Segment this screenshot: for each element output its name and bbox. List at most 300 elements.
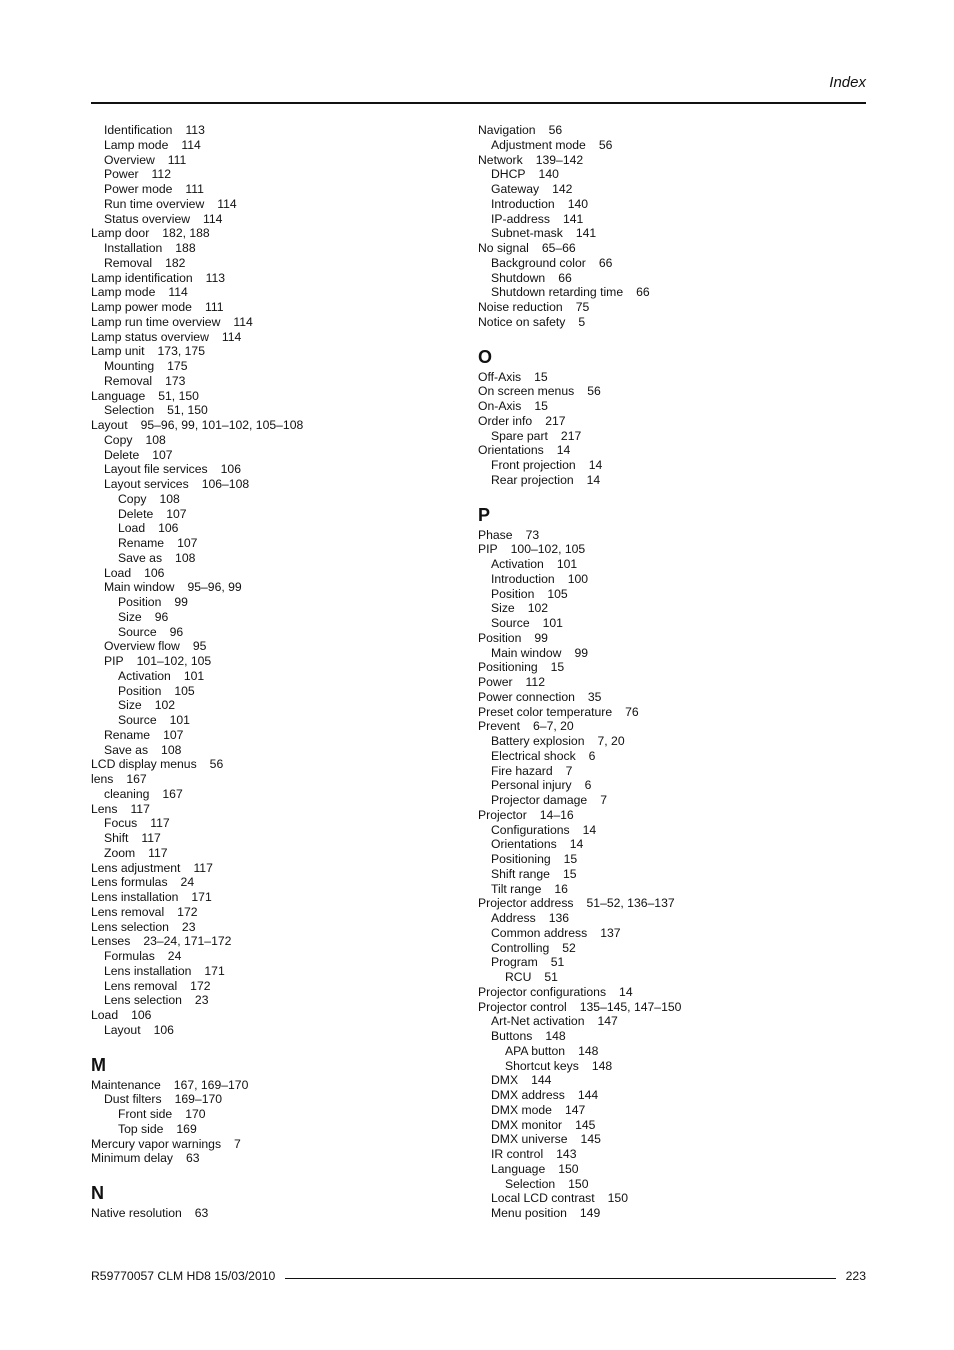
index-entry [91,610,451,625]
index-page-ref: 14 [619,984,633,999]
index-page-ref: 144 [531,1073,552,1088]
index-term: Projector damage [491,793,588,807]
index-page-ref: 14 [569,837,584,852]
index-term: Identification [104,123,173,137]
index-entry [91,934,451,949]
index-page-ref: 51 [544,970,558,984]
index-term: Position [118,683,162,698]
index-entry [478,300,838,315]
index-page-ref: 7 [565,763,573,778]
index-entry [91,344,451,359]
index-term: Subnet-mask [491,226,563,241]
index-section-letter: P [478,504,491,525]
index-page-ref: 65–66 [541,241,576,255]
index-term: DMX mode [491,1102,552,1117]
index-section-letter: M [91,1054,106,1075]
index-entry [91,285,451,300]
index-page-ref: 23 [194,993,209,1008]
index-entry [478,226,838,241]
index-term: Introduction [491,571,555,586]
index-entry [478,197,838,212]
index-column-right [478,123,838,1221]
index-term: Shift range [491,866,550,881]
index-page-ref: 24 [180,875,195,890]
index-page-ref: 139–142 [535,152,584,167]
index-entry [91,1008,451,1023]
index-page-ref: 106–108 [201,477,250,491]
index-entry [91,757,451,772]
index-term: Shutdown [491,270,546,285]
index-entry [91,846,451,861]
index-page-ref: 117 [193,860,213,875]
page-header-title: Index [829,74,866,91]
index-term: Fire hazard [491,763,553,778]
index-page-ref: 99 [174,595,188,609]
index-entry [478,528,838,543]
index-page-ref: 108 [159,491,180,506]
index-term: Projector configurations [478,984,607,999]
index-entry [478,941,838,956]
index-entry [478,256,838,271]
index-entry [91,993,451,1008]
index-page-ref: 66 [558,270,572,285]
index-page-ref: 35 [587,689,602,704]
index-entry [91,1107,451,1122]
index-term: Native resolution [91,1206,182,1220]
index-term: LCD display menus [91,757,197,772]
index-entry [91,300,451,315]
index-page-ref: 51, 150 [167,403,208,418]
index-term: Main window [491,645,562,660]
index-page-ref: 149 [579,1206,601,1220]
index-entry [478,1103,838,1118]
index-term: On-Axis [478,399,522,413]
index-term: Lens adjustment [91,860,181,875]
index-term: Network [478,152,523,167]
index-entry [91,418,451,433]
index-term: Lamp power mode [91,300,192,314]
index-term: Rename [118,536,165,550]
index-section-letter: O [478,346,493,367]
index-term: Top side [118,1121,164,1136]
index-term: IP-address [491,211,550,226]
index-term: Size [491,601,515,616]
index-page-ref: 106 [131,1008,152,1022]
index-entry [91,1137,451,1152]
index-page-ref: 95 [192,639,207,654]
index-term: Adjustment mode [491,137,586,152]
index-page-ref: 106 [144,565,165,580]
index-entry [478,1059,838,1074]
index-page-ref: 175 [167,359,188,373]
index-page-ref: 52 [562,940,576,955]
index-page-ref: 217 [560,428,582,443]
index-page-ref: 147 [597,1014,618,1029]
index-page-ref: 102 [154,698,176,713]
index-page-ref: 107 [152,447,173,462]
index-entry [478,808,838,823]
index-term: Electrical shock [491,748,576,763]
index-term: Art-Net activation [491,1014,585,1029]
index-entry [478,764,838,779]
index-entry [91,566,451,581]
index-page-ref: 15 [534,369,548,384]
index-entry [478,123,838,138]
index-page-ref: 114 [181,137,201,152]
index-page-ref: 107 [163,727,184,742]
index-term: Load [104,565,132,580]
index-page-ref: 167 [126,772,147,786]
index-page-ref: 63 [194,1206,209,1220]
index-term: Prevent [478,719,521,734]
index-entry [478,823,838,838]
index-term: Formulas [104,949,155,963]
index-page-ref: 136 [548,911,570,925]
index-page-ref: 144 [577,1088,599,1102]
index-term: Shortcut keys [505,1058,579,1073]
index-page-ref: 15 [563,852,578,866]
index-entry [91,964,451,979]
index-page-ref: 95–96, 99 [187,580,242,595]
index-page-ref: 188 [175,241,196,255]
index-entry [478,1014,838,1029]
index-term: Selection [104,403,155,418]
index-entry [91,1122,451,1137]
index-term: Source [118,624,157,639]
index-page-ref: 15 [534,399,548,413]
index-page-ref: 217 [545,413,566,428]
index-page-ref: 169 [176,1121,197,1136]
index-page-ref: 117 [141,831,161,845]
index-entry [478,719,838,734]
index-entry [478,690,838,705]
index-page-ref: 182, 188 [162,226,210,241]
index-term: Projector [478,807,527,822]
index-entry [478,646,838,661]
index-page-ref: 101–102, 105 [136,654,212,668]
index-page-ref: 113 [205,270,226,285]
index-page-ref: 117 [148,845,168,860]
index-entry [91,330,451,345]
index-page-ref: 114 [203,211,223,226]
index-entry [478,1147,838,1162]
index-term: Source [118,713,157,727]
index-page-ref: 114 [233,314,253,329]
index-entry [478,837,838,852]
index-section-letter: N [91,1183,104,1203]
index-page-ref: 112 [525,675,545,689]
index-entry [91,197,451,212]
index-entry [91,816,451,831]
index-term: Lamp mode [104,137,169,152]
index-page-ref: 5 [578,314,586,329]
index-term: Status overview [104,211,191,226]
index-page-ref: 6 [588,748,596,763]
index-page-ref: 101 [183,668,205,683]
index-entry [91,271,451,286]
index-term: Source [491,616,530,630]
index-term: Navigation [478,123,536,137]
index-term: Tilt range [491,881,542,896]
index-page-ref: 99 [534,630,548,645]
index-page-ref: 117 [150,816,170,831]
index-entry [478,182,838,197]
footer-rule [285,1278,835,1279]
index-entry [478,138,838,153]
index-entry [478,1088,838,1103]
index-entry [91,654,451,669]
index-page-ref: 66 [636,285,650,300]
index-entry [478,749,838,764]
index-term: DMX address [491,1088,565,1102]
index-term: DMX [491,1073,519,1088]
index-term: Notice on safety [478,314,566,329]
index-entry [91,315,451,330]
index-entry [91,507,451,522]
index-term: Copy [118,491,147,506]
index-entry [91,905,451,920]
index-page-ref: 23–24, 171–172 [143,934,232,949]
index-entry [478,271,838,286]
index-page-ref: 56 [598,137,613,152]
index-term: cleaning [104,786,150,801]
index-page-ref: 56 [548,123,563,137]
index-page-ref: 51 [550,955,565,970]
index-term: Layout file services [104,462,208,477]
index-page-ref: 114 [217,196,237,211]
index-entry [91,875,451,890]
index-term: Dust filters [104,1092,162,1107]
index-entry [91,669,451,684]
index-page-ref: 148 [545,1029,566,1043]
index-entry [91,138,451,153]
index-term: Rename [104,727,151,742]
index-entry [91,698,451,713]
index-term: Projector control [478,999,567,1014]
index-entry [478,370,838,385]
index-term: Positioning [491,852,551,866]
index-page-ref: 106 [153,1022,174,1037]
index-entry [91,920,451,935]
index-term: Common address [491,925,588,940]
index-term: Power [478,675,513,689]
index-page-ref: 108 [145,432,166,447]
index-term: Save as [104,742,149,757]
index-page-ref: 140 [538,167,559,182]
index-term: Position [478,630,522,645]
index-page-ref: 150 [607,1191,628,1206]
index-term: Power [104,167,139,182]
index-entry [478,384,838,399]
index-term: Shift [104,831,129,845]
index-term: Local LCD contrast [491,1191,595,1206]
index-page-ref: 141 [575,226,597,241]
index-column-left [91,123,451,1221]
index-entry [478,911,838,926]
index-term: Menu position [491,1206,567,1220]
index-page-ref: 56 [209,757,224,772]
index-term: Delete [118,506,154,521]
index-entry [478,778,838,793]
index-term: APA button [505,1043,566,1058]
index-entry [478,557,838,572]
index-page-ref: 111 [204,300,224,314]
index-entry [91,787,451,802]
index-entry [91,123,451,138]
index-term: Lenses [91,934,131,949]
index-page-ref: 112 [151,167,171,182]
index-entry [478,473,838,488]
index-entry [91,1092,451,1107]
index-term: Position [491,586,535,601]
index-page-ref: 143 [556,1147,577,1161]
index-entry [91,979,451,994]
index-entry [91,831,451,846]
index-term: On screen menus [478,384,575,399]
index-entry [91,433,451,448]
index-page-ref: 150 [558,1161,579,1176]
index-term: Lens installation [104,963,192,978]
index-term: Minimum delay [91,1151,173,1166]
index-page-ref: 101 [542,616,563,630]
index-page-ref: 171 [204,963,225,978]
index-entry [478,414,838,429]
index-entry [91,595,451,610]
index-page-ref: 150 [568,1176,589,1191]
index-page-ref: 108 [161,742,182,757]
index-page-ref: 114 [221,329,242,344]
index-term: Activation [118,668,171,683]
index-entry [91,359,451,374]
index-page-ref: 106 [220,462,241,477]
index-term: Lens installation [91,890,179,904]
index-page-ref: 107 [177,536,198,550]
index-entry [91,580,451,595]
index-entry [478,705,838,720]
index-page-ref: 167 [162,786,183,801]
index-page-ref: 108 [175,550,196,565]
index-entry [478,241,838,256]
index-entry [478,1029,838,1044]
index-entry [91,167,451,182]
index-term: Delete [104,447,140,462]
index-term: Activation [491,557,544,571]
index-page-ref: 145 [575,1117,596,1132]
index-entry [478,616,838,631]
index-page-ref: 75 [575,300,590,314]
index-entry [91,212,451,227]
index-page-ref: 107 [166,506,187,521]
index-term: Lamp run time overview [91,314,221,329]
index-term: Layout [91,418,128,432]
index-term: Power mode [104,182,173,196]
index-page-ref: 14–16 [539,807,574,822]
index-page-ref: 14 [582,822,597,837]
index-entry [478,882,838,897]
index-term: Save as [118,550,163,565]
index-term: Lamp identification [91,270,193,285]
index-term: Maintenance [91,1077,161,1092]
index-term: Background color [491,255,586,270]
index-page-ref: 169–170 [174,1092,223,1107]
index-entry [91,772,451,787]
index-term: Lens selection [91,919,169,934]
index-entry [478,1132,838,1147]
index-entry [478,896,838,911]
index-entry [478,660,838,675]
index-page-ref: 7, 20 [597,734,625,748]
index-entry [478,1118,838,1133]
index-entry [91,551,451,566]
index-entry [478,734,838,749]
index-term: Size [118,698,142,713]
index-page-ref: 24 [167,949,182,963]
index-entry [91,521,451,536]
index-page-ref: 66 [598,255,613,270]
index-term: Configurations [491,822,570,837]
index-page-ref: 14 [586,472,601,487]
index-entry [478,1191,838,1206]
index-entry [478,955,838,970]
index-page-ref: 100 [567,571,589,586]
index-term: Address [491,911,536,925]
index-entry [478,1044,838,1059]
index-page-ref: 23 [181,919,196,934]
index-entry [478,212,838,227]
index-entry [91,389,451,404]
index-page-ref: 145 [580,1132,601,1147]
index-entry [91,949,451,964]
index-entry [478,985,838,1000]
index-entry [91,477,451,492]
index-term: Removal [104,255,153,270]
index-entry [478,572,838,587]
index-term: Overview flow [104,639,180,654]
index-term: Preset color temperature [478,704,613,719]
index-entry [91,536,451,551]
index-term: Front side [118,1107,173,1121]
header-rule [91,102,866,104]
index-term: DMX monitor [491,1117,563,1132]
index-page-ref: 96 [169,624,184,639]
index-page-ref: 135–145, 147–150 [579,999,682,1014]
index-entry [478,793,838,808]
index-entry [478,1162,838,1177]
index-page-ref: 148 [578,1043,599,1058]
index-term: Overview [104,152,155,167]
index-page-ref: 102 [527,601,549,616]
index-page-ref: 51–52, 136–137 [586,896,675,911]
index-entry [91,625,451,640]
index-page-ref: 101 [556,557,578,571]
index-page-ref: 111 [167,152,187,167]
index-term: IR control [491,1147,544,1161]
index-page-ref: 6–7, 20 [533,719,574,734]
index-entry [91,182,451,197]
index-entry [91,713,451,728]
index-page-ref: 76 [625,704,639,719]
index-entry [478,1177,838,1192]
index-entry [91,1023,451,1038]
index-term: Lamp unit [91,344,145,359]
index-page-ref: 16 [554,881,568,896]
index-term: Orientations [491,837,557,852]
index-entry [91,1151,451,1166]
index-entry [478,601,838,616]
index-term: Position [118,595,162,609]
index-entry [91,256,451,271]
index-page-ref: 173, 175 [157,344,205,359]
